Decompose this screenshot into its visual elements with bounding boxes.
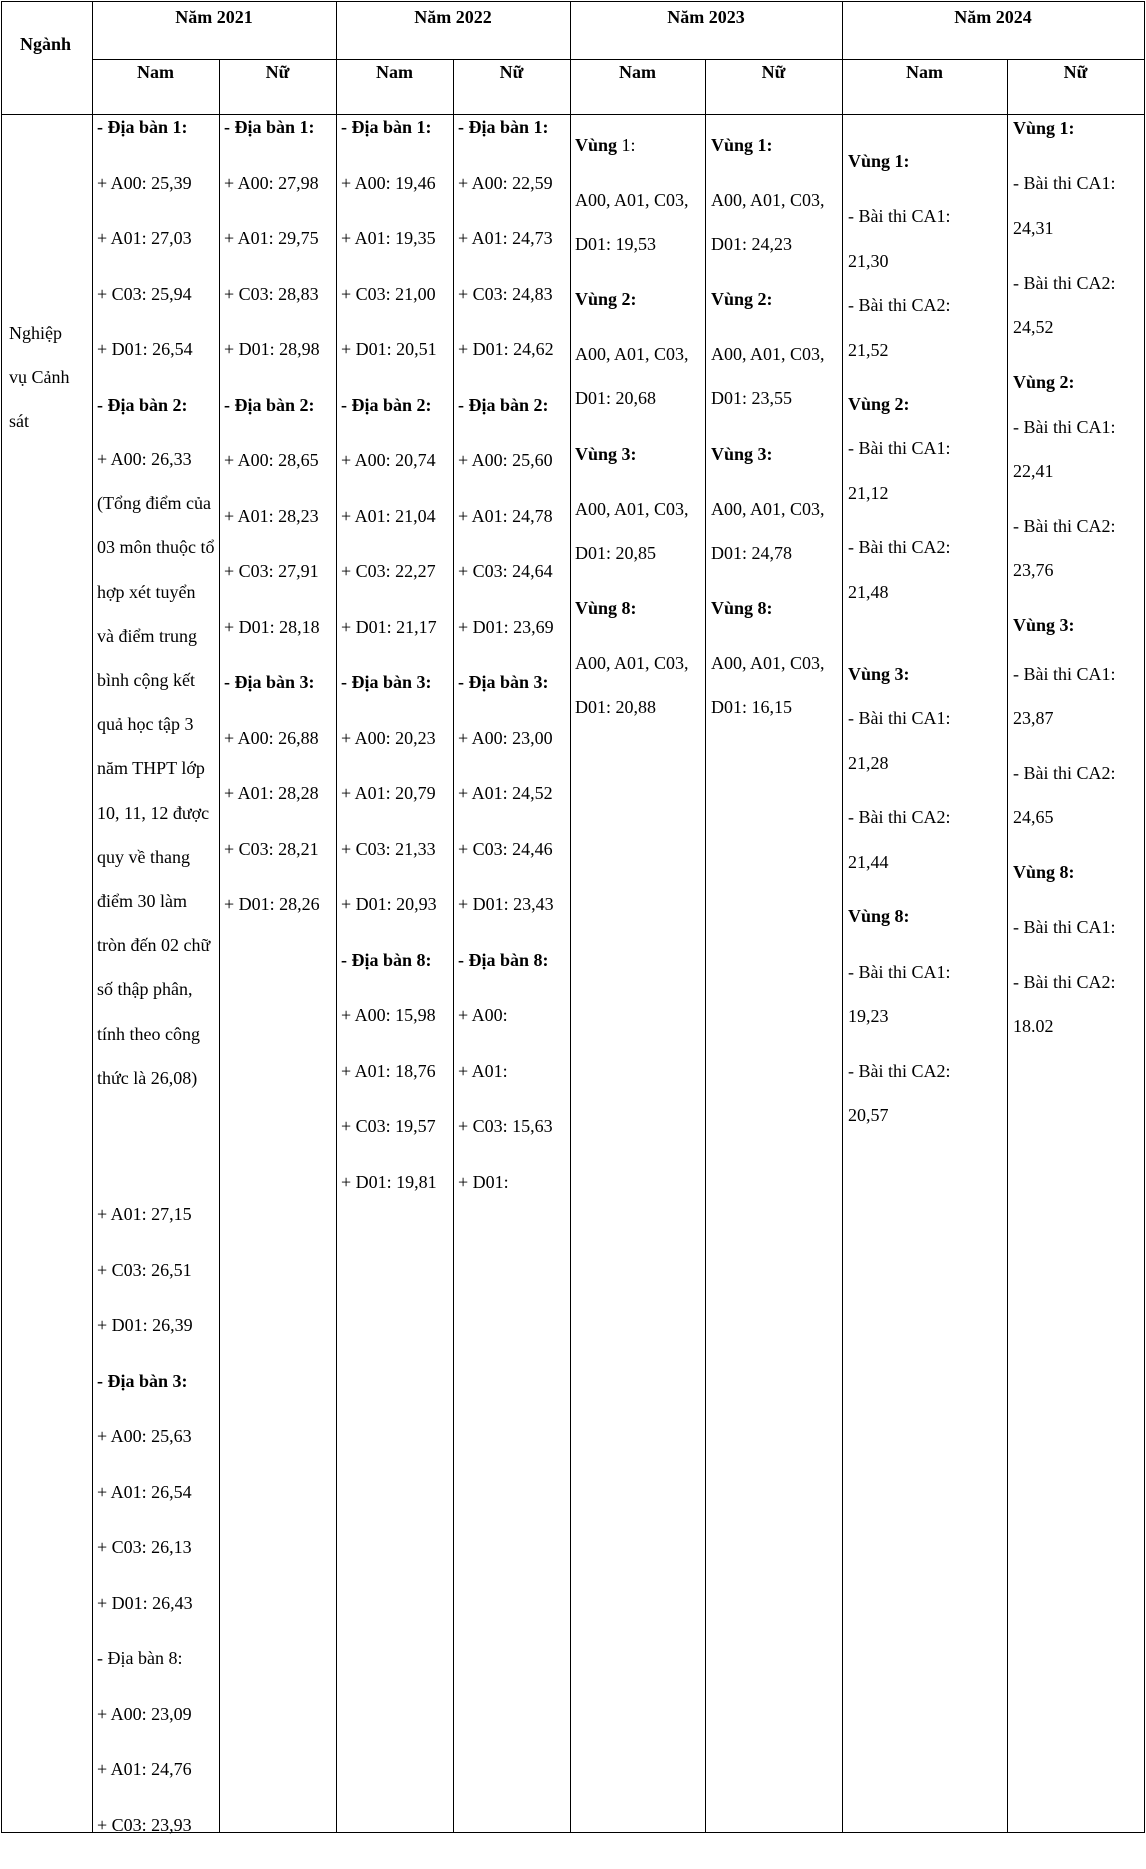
score-line: + A01: (458, 1060, 554, 1116)
score-line: + C03: 25,94 (97, 283, 193, 339)
score-line: + D01: 26,54 (97, 338, 193, 394)
score-line: + A01: 27,15 (97, 1203, 193, 1259)
score-line: + C03: 24,83 (458, 283, 554, 339)
y2024-nam-v3-ca1: - Bài thi CA1: (848, 707, 951, 729)
y2023-nam-v8-l1: A00, A01, C03, (575, 652, 689, 674)
border-right (1144, 1, 1145, 1833)
y2024-nam-v3-ca2-val: 21,44 (848, 851, 889, 873)
score-line: + D01: 23,69 (458, 616, 554, 672)
y2024-nam-v2-ca1: - Bài thi CA1: (848, 437, 951, 459)
score-line: - Địa bàn 1: (458, 116, 554, 172)
score-line: + A00: 23,00 (458, 727, 554, 783)
y2023-nu-vung2: Vùng 2: (711, 288, 773, 310)
y2023-nu-v1-l2: D01: 24,23 (711, 233, 792, 255)
major-name: Nghiệp vụ Cảnh sát (9, 311, 79, 444)
header-nganh: Ngành (20, 33, 71, 55)
score-line: + A01: 18,76 (341, 1060, 437, 1116)
y2024-nu-v1-ca1-val: 24,31 (1013, 217, 1054, 239)
y2024-nam-v2-ca2-val: 21,48 (848, 581, 889, 603)
y2023-nam-v3-l2: D01: 20,85 (575, 542, 656, 564)
score-line: + A01: 24,78 (458, 505, 554, 561)
y2024-nu-v1-ca1: - Bài thi CA1: (1013, 172, 1116, 194)
score-line: + D01: 26,39 (97, 1314, 193, 1370)
border-left (1, 1, 2, 1833)
y2024-nam-v1-ca1-val: 21,30 (848, 250, 889, 272)
y2023-nu-v2-l1: A00, A01, C03, (711, 343, 825, 365)
divider-2021-2022 (336, 1, 337, 1833)
col-2022-nam (341, 116, 437, 1226)
divider-nganh (92, 1, 93, 1833)
score-line: + A00: 25,39 (97, 172, 193, 228)
y2024-nu-v3-ca1-val: 23,87 (1013, 707, 1054, 729)
header-2022-nu: Nữ (453, 61, 570, 83)
y2023-nam-vung8: Vùng 8: (575, 597, 637, 619)
score-line: + A00: (458, 1004, 554, 1060)
divider-2024-mid (1007, 60, 1008, 1833)
y2023-nam-v2-l1: A00, A01, C03, (575, 343, 689, 365)
score-line: - Địa bàn 3: (341, 671, 437, 727)
score-line: + D01: 20,51 (341, 338, 437, 394)
y2024-nu-v3-ca2-val: 24,65 (1013, 806, 1054, 828)
y2024-nam-v8-ca1: - Bài thi CA1: (848, 961, 951, 983)
score-line: + C03: 28,83 (224, 283, 320, 339)
header-year-2023: Năm 2023 (570, 6, 842, 28)
y2024-nam-v2-ca1-val: 21,12 (848, 482, 889, 504)
header-2024-nam: Nam (842, 61, 1007, 83)
y2023-nam-v3-l1: A00, A01, C03, (575, 498, 689, 520)
score-line: + C03: 26,13 (97, 1536, 193, 1592)
y2024-nam-v8-ca2-val: 20,57 (848, 1104, 889, 1126)
score-line: + A01: 21,04 (341, 505, 437, 561)
score-line: + A00: 25,60 (458, 449, 554, 505)
header-2023-nam: Nam (570, 61, 705, 83)
y2023-nam-v8-l2: D01: 20,88 (575, 696, 656, 718)
y2023-nam-vung2: Vùng 2: (575, 288, 637, 310)
header-year-2021: Năm 2021 (92, 6, 336, 28)
score-line: - Địa bàn 2: (458, 394, 554, 450)
y2024-nu-v2-ca1-val: 22,41 (1013, 460, 1054, 482)
score-line: + D01: 28,26 (224, 893, 320, 949)
y2023-nu-vung8: Vùng 8: (711, 597, 773, 619)
score-line: - Địa bàn 8: (341, 949, 437, 1005)
y2024-nam-v1-ca1: - Bài thi CA1: (848, 205, 951, 227)
y2023-nu-v2-l2: D01: 23,55 (711, 387, 792, 409)
score-line: + A00: 20,74 (341, 449, 437, 505)
score-line: - Địa bàn 2: (97, 394, 193, 450)
score-line: - Địa bàn 1: (224, 116, 320, 172)
score-line: - Địa bàn 2: (224, 394, 320, 450)
y2024-nu-v2-ca1: - Bài thi CA1: (1013, 416, 1116, 438)
score-line: + A01: 27,03 (97, 227, 193, 283)
y2023-nam-vung1 (575, 134, 636, 156)
y2024-nu-v2-ca2: - Bài thi CA2: (1013, 515, 1116, 537)
header-year-2024: Năm 2024 (842, 6, 1144, 28)
score-line: + A00: 19,46 (341, 172, 437, 228)
score-line: + C03: 24,46 (458, 838, 554, 894)
y2023-nu-v8-l2: D01: 16,15 (711, 696, 792, 718)
header-year-2022: Năm 2022 (336, 6, 570, 28)
score-line: + A01: 28,23 (224, 505, 320, 561)
score-line: - Địa bàn 8: (97, 1647, 193, 1703)
y2024-nu-vung8: Vùng 8: (1013, 861, 1075, 883)
y2024-nam-v3-ca1-val: 21,28 (848, 752, 889, 774)
y2023-nu-v1-l1: A00, A01, C03, (711, 189, 825, 211)
score-line: + D01: 24,62 (458, 338, 554, 394)
score-line: + A01: 26,54 (97, 1481, 193, 1537)
y2024-nu-v1-ca2: - Bài thi CA2: (1013, 272, 1116, 294)
score-line: + A01: 19,35 (341, 227, 437, 283)
y2024-nu-v3-ca2: - Bài thi CA2: (1013, 762, 1116, 784)
score-line: - Địa bàn 8: (458, 949, 554, 1005)
header-2023-nu: Nữ (705, 61, 842, 83)
score-line: + A01: 29,75 (224, 227, 320, 283)
score-line: + A01: 28,28 (224, 782, 320, 838)
y2023-nam-v1-l1: A00, A01, C03, (575, 189, 689, 211)
score-line: - Địa bàn 1: (341, 116, 437, 172)
score-line: - Địa bàn 3: (97, 1370, 193, 1426)
y2024-nu-vung2: Vùng 2: (1013, 371, 1075, 393)
y2024-nam-vung1: Vùng 1: (848, 150, 910, 172)
score-line: - Địa bàn 2: (341, 394, 437, 450)
score-line: + D01: 28,98 (224, 338, 320, 394)
vung-label: Vùng (575, 135, 617, 155)
score-line: + A00: 25,63 (97, 1425, 193, 1481)
divider-2022-mid (453, 60, 454, 1833)
y2023-nu-vung1: Vùng 1: (711, 134, 773, 156)
score-line: + A00: 28,65 (224, 449, 320, 505)
score-line: + A00: 27,98 (224, 172, 320, 228)
score-line: + A00: 22,59 (458, 172, 554, 228)
y2024-nu-v1-ca2-val: 24,52 (1013, 316, 1054, 338)
score-line: + A00: 23,09 (97, 1703, 193, 1759)
score-line: + C03: 23,93 (97, 1814, 193, 1869)
score-line: + C03: 28,21 (224, 838, 320, 894)
header-2024-nu: Nữ (1007, 61, 1144, 83)
header-split-line (92, 59, 1145, 60)
divider-2022-2023 (570, 1, 571, 1833)
score-line: + D01: (458, 1171, 554, 1227)
y2024-nam-v2-ca2: - Bài thi CA2: (848, 536, 951, 558)
score-line: + A01: 24,76 (97, 1758, 193, 1814)
score-line: + C03: 26,51 (97, 1259, 193, 1315)
y2023-nam-v1-l2: D01: 19,53 (575, 233, 656, 255)
y2023-nu-v3-l2: D01: 24,78 (711, 542, 792, 564)
score-line: + A01: 24,73 (458, 227, 554, 283)
score-line: - Địa bàn 1: (97, 116, 193, 172)
y2024-nam-v1-ca2-val: 21,52 (848, 339, 889, 361)
col-2021-nu (224, 116, 320, 949)
divider-2021-mid (219, 60, 220, 1833)
y2024-nam-vung2: Vùng 2: (848, 393, 910, 415)
score-line: + C03: 15,63 (458, 1115, 554, 1171)
score-line: + D01: 28,18 (224, 616, 320, 672)
col-2022-nu (458, 116, 554, 1226)
y2024-nu-vung1: Vùng 1: (1013, 117, 1075, 139)
score-line: + D01: 19,81 (341, 1171, 437, 1227)
header-bottom-line (1, 114, 1145, 115)
score-line: + D01: 23,43 (458, 893, 554, 949)
score-line: + A00: 20,23 (341, 727, 437, 783)
y2024-nam-vung3: Vùng 3: (848, 663, 910, 685)
y2024-nam-v1-ca2: - Bài thi CA2: (848, 294, 951, 316)
y2023-nam-vung3: Vùng 3: (575, 443, 637, 465)
y2024-nu-v8-ca1: - Bài thi CA1: (1013, 916, 1116, 938)
y2024-nu-v2-ca2-val: 23,76 (1013, 559, 1054, 581)
score-line: - Địa bàn 3: (458, 671, 554, 727)
col-2021-nam-bottom (97, 1203, 193, 1869)
note-2021-a00: + A00: 26,33 (Tổng điểm của 03 môn thuộc tổ hợp xét tuyển và điểm trung bình cộng kết quả học tập 3 năm THPT lớp 10, 11, 12 được quy về thang điểm 30 làm tròn đến 02 chữ số thập phân, tính theo công thức là 26,08) (97, 437, 215, 1100)
y2024-nu-v8-ca2: - Bài thi CA2: (1013, 971, 1116, 993)
score-line: - Địa bàn 3: (224, 671, 320, 727)
score-line: + A00: 15,98 (341, 1004, 437, 1060)
score-line: + C03: 22,27 (341, 560, 437, 616)
header-2021-nam: Nam (92, 61, 219, 83)
score-line: + D01: 26,43 (97, 1592, 193, 1648)
header-2021-nu: Nữ (219, 61, 336, 83)
score-line: + C03: 24,64 (458, 560, 554, 616)
score-line: + A01: 24,52 (458, 782, 554, 838)
score-line: + A01: 20,79 (341, 782, 437, 838)
y2024-nu-vung3: Vùng 3: (1013, 614, 1075, 636)
score-line: + D01: 20,93 (341, 893, 437, 949)
divider-2023-mid (705, 60, 706, 1833)
divider-2023-2024 (842, 1, 843, 1833)
y2024-nam-v8-ca2: - Bài thi CA2: (848, 1060, 951, 1082)
score-line: + A00: 26,88 (224, 727, 320, 783)
score-line: + C03: 27,91 (224, 560, 320, 616)
score-line: + C03: 21,33 (341, 838, 437, 894)
score-line: + C03: 21,00 (341, 283, 437, 339)
y2023-nu-v8-l1: A00, A01, C03, (711, 652, 825, 674)
y2024-nu-v3-ca1: - Bài thi CA1: (1013, 663, 1116, 685)
score-line: + C03: 19,57 (341, 1115, 437, 1171)
y2024-nam-v8-ca1-val: 19,23 (848, 1005, 889, 1027)
y2024-nu-v8-ca2-val: 18.02 (1013, 1015, 1054, 1037)
y2023-nu-vung3: Vùng 3: (711, 443, 773, 465)
y2024-nam-v3-ca2: - Bài thi CA2: (848, 806, 951, 828)
score-line: + D01: 21,17 (341, 616, 437, 672)
y2023-nu-v3-l1: A00, A01, C03, (711, 498, 825, 520)
vung-num: 1: (617, 135, 636, 155)
y2023-nam-v2-l2: D01: 20,68 (575, 387, 656, 409)
y2024-nam-vung8: Vùng 8: (848, 905, 910, 927)
border-top (1, 1, 1145, 2)
header-2022-nam: Nam (336, 61, 453, 83)
col-2021-nam-top (97, 116, 193, 449)
